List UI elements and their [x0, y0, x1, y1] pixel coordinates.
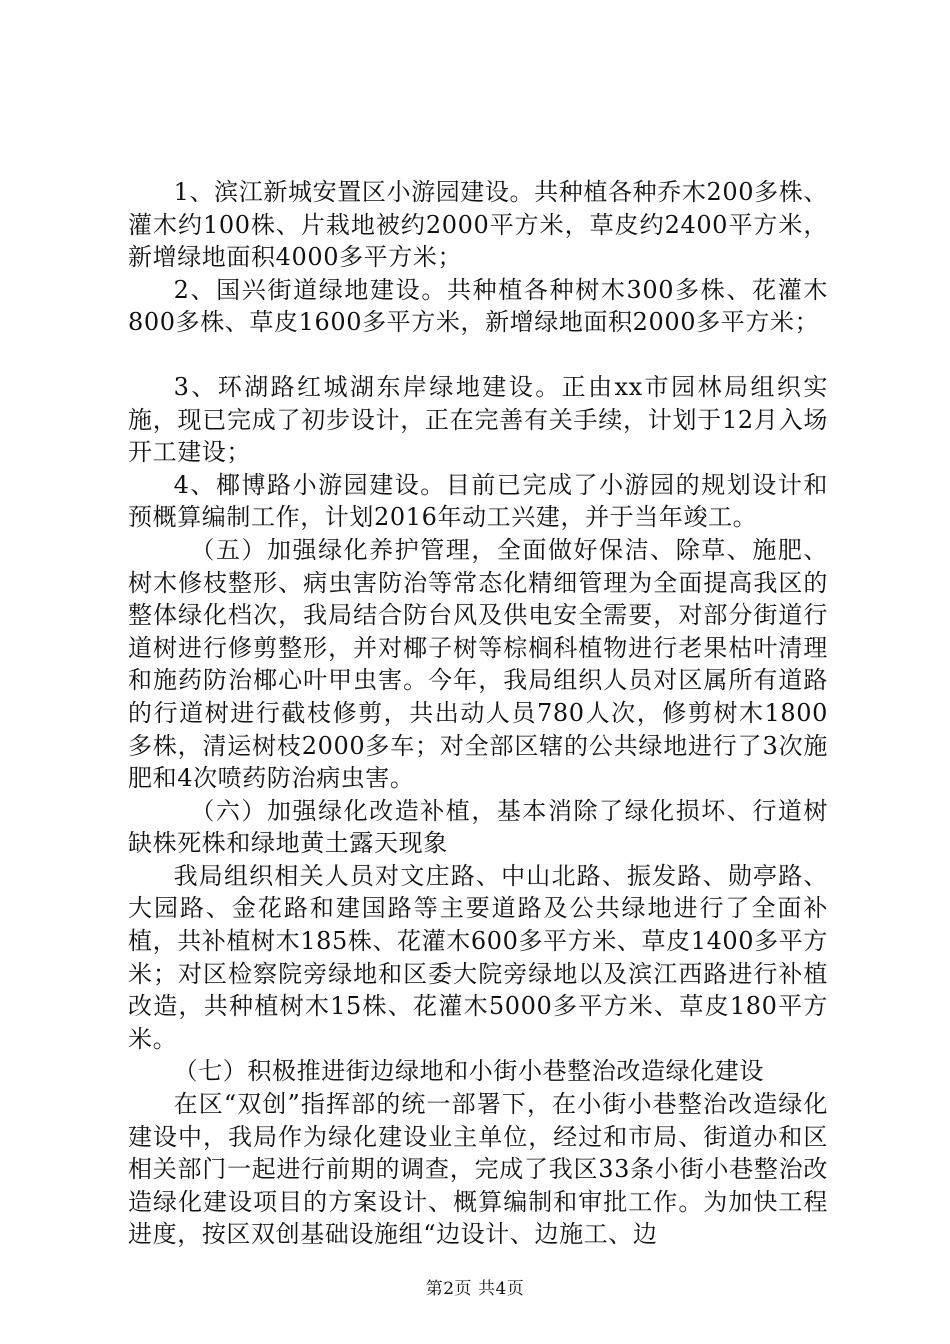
- document-body: [128, 176, 828, 1251]
- paragraph-item-2: 2、国兴街道绿地建设。共种植各种树木300多株、花灌木800多株、草皮1600多平方米，新增绿地面积2000多平方米；: [128, 275, 828, 337]
- paragraph-section-6: （六）加强绿化改造补植，基本消除了绿化损坏、行道树缺株死株和绿地黄土露天现象: [128, 796, 828, 858]
- paragraph-item-1: 1、滨江新城安置区小游园建设。共种植各种乔木200多株、灌木约100株、片栽地被约2000平方米，草皮约2400平方米，新增绿地面积4000多平方米；: [128, 178, 828, 272]
- paragraph-section-7: （七）积极推进街边绿地和小街小巷整治改造绿化建设: [173, 1057, 764, 1086]
- paragraph-section-6-body: 我局组织相关人员对文庄路、中山北路、振发路、勋亭路、大园路、金花路和建国路等主要道路及公共绿地进行了全面补植，共补植树木185株、花灌木600多平方米、草皮1400多平方米；对区检察院旁绿地和区委大院旁绿地以及滨江西路进行补植改造，共种植树木15株、花灌木5000多平方米、草皮180平方米。: [128, 861, 828, 1053]
- page-footer: 第2页 共4页: [425, 1279, 525, 1299]
- paragraph-section-7-body: 在区“双创”指挥部的统一部署下，在小街小巷整治改造绿化建设中，我局作为绿化建设业主单位，经过和市局、街道办和区相关部门一起进行前期的调查，完成了我区33条小街小巷整治改造绿化建设项目的方案设计、概算编制和审批工作。为加快工程进度，按区双创基础设施组“边设计、边施工、边: [128, 1090, 828, 1249]
- paragraph-item-4: 4、椰博路小游园建设。目前已完成了小游园的规划设计和预概算编制工作，计划2016年动工兴建，并于当年竣工。: [128, 470, 828, 532]
- paragraph-item-3: 3、环湖路红城湖东岸绿地建设。正由xx市园林局组织实施，现已完成了初步设计，正在完善有关手续，计划于12月入场开工建设；: [128, 372, 828, 467]
- paragraph-section-5: （五）加强绿化养护管理，全面做好保洁、除草、施肥、树木修枝整形、病虫害防治等常态化精细管理为全面提高我区的整体绿化档次，我局结合防台风及供电安全需要，对部分街道行道树进行修剪整形，并对椰子树等棕榈科植物进行老果枯叶清理和施药防治椰心叶甲虫害。今年，我局组织人员对区属所有道路的行道树进行截枝修剪，共出动人员780人次，修剪树木1800多株，清运树枝2000多车；对全部区辖的公共绿地进行了3次施肥和4次喷药防治病虫害。: [128, 535, 828, 793]
